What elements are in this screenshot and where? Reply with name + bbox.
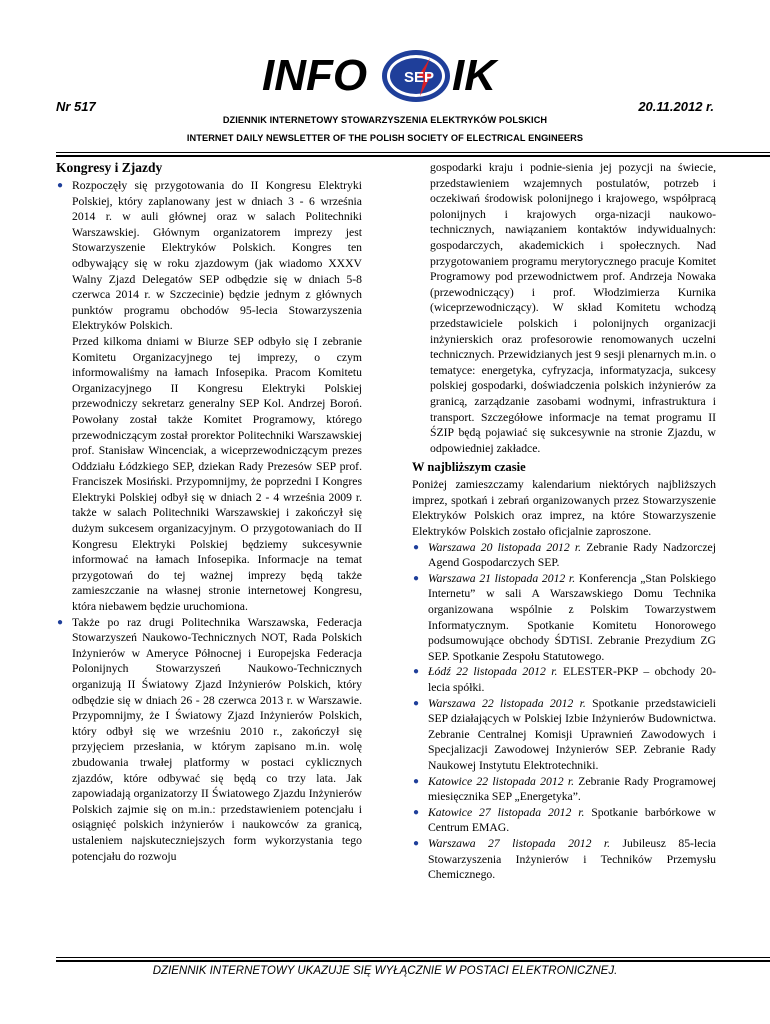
article-paragraph: Przed kilkoma dniami w Biurze SEP odbyło się I zebranie Komitetu Organizacyjnego tej imprezy, o czym informowaliśmy na łamach Infosepika. Pracom Komitetu Organizacyjnego II Kongresu Elektryki Polskiej przewodniczy sekretarz generalny SEP Kol. Andrzej Boroń. Powołany został także Komitet Programowy, którego przewodniczącym został prorektor Politechniki Warszawskiej prof. Stanisław Wincenciak, a wiceprzewodniczącym prezes Oddziału Łódzkiego SEP, dziekan Rady Prezesów SEP prof. Franciszek Mosiński. Przypomnijmy, że poprzedni I Kongres Elektryki Polskiej odbył się w dniach 2 - 4 września 2009 r. także w salach Politechniki Warszawskiej i zakończył się dużym sukcesem organizacyjnym. O przygotowaniach do II Kongresu Elektryki Polskiej będziemy sukcesywnie informować na łamach Infosepika. Informacje na temat przygotowań do tej ważnej imprezy będą także zamieszczanie na własnej stronie internetowej Kongresu, która niebawem będzie uruchomiona.	[72, 334, 362, 614]
bullet-icon: ●	[57, 616, 64, 628]
footer-note: DZIENNIK INTERNETOWY UKAZUJE SIĘ WYŁĄCZNIE W POSTACI ELEKTRONICZNEJ.	[152, 965, 618, 977]
bullet-icon: ●	[413, 775, 420, 787]
event-item	[412, 664, 716, 695]
event-date: Katowice 22 listopada 2012 r.	[428, 774, 574, 788]
right-column	[412, 160, 716, 883]
issue-date: 20.11.2012 r.	[638, 99, 714, 114]
bullet-icon: ●	[413, 697, 420, 709]
event-date: Łódź 22 listopada 2012 r.	[428, 665, 558, 679]
bullet-icon: ●	[413, 666, 420, 678]
article-continuation: gospodarki kraju i podnie-sienia jej pozycji na świecie, przedstawieniem wzajemnych postulatów, potrzeb i oczekiwań środowisk polonijnego i krajowego, współpracą polonijnych i krajowych orga-nizacji naukowo-technicznych, nawiązaniem kontaktów indywidualnych: gospodarczych, akademickich i społecznych. Nad przygotowaniem programu merytorycznego pracuje Komitet Programowy pod przewodnictwem prof. Andrzeja Nowaka (przewodniczący) i prof. Włodzimierza Kurnika (wiceprzewodniczący). W skład Komitetu wchodzą przedstawiciele polskich i polonijnych organizacji inżynierskich oraz profesorowie renomowanych uczelni technicznych. Przewidzianych jest 9 sesji plenarnych m.in. o tematyce: energetyka, cyfryzacja, informatyzacja, sukcesy polskiej gospodarki, doświadczenia polskich inżynierów za granicą, zarządzanie zasobami wodnymi, infrastruktura i transport. Szczegółowe informacje na temat programu II ŚZIP będą pojawiać się sukcesywnie na stronie Zjazdu, w odpowiedniej zakładce.	[430, 161, 716, 455]
event-item	[412, 805, 716, 836]
logo-mark-text: SEP	[404, 69, 435, 86]
bullet-icon: ●	[413, 806, 420, 818]
event-text: Zebranie Rady Programowej miesięcznika SEP „Energetyka”.	[428, 774, 716, 804]
article-paragraph: Także po raz drugi Politechnika Warszawska, Federacja Stowarzyszeń Naukowo-Technicznych NOT, Rada Polskich Inżynierów w Ameryce Północnej i Europejska Federacja Polonijnych Stowarzyszeń Naukowo-Technicznych organizują II Światowy Zjazd Inżynierów Polskich, który odbędzie się w dniach 26 - 28 czerwca 2013 r. w Warszawie. Przypomnijmy, że I Światowy Zjazd Inżynierów Polskich, który odbył się we wrześniu 2010 r., zakończył się przyjęciem przesłania, w którym zapisano m.in. wolę zbudowania trwałej platformy w postaci cyklicznych zjazdów, które odbywać się będą co trzy lata. Jak zapowiadają organizatorzy II Światowego Zjazdu Inżynierów Polskich zajmie się on m.in.: przedstawieniem potencjału i osiągnięć polskich inżynierów i naukowców za granicą, ustaleniem najskuteczniejszych form wykorzystania tego potencjału do rozwoju	[72, 615, 362, 863]
list-item	[56, 615, 362, 865]
event-item	[412, 540, 716, 571]
bullet-icon: ●	[57, 180, 64, 191]
event-text: Spotkanie przedstawicieli SEP działających w Polskiej Izbie Inżynierów Budownictwa. Zebranie Centralnej Komisji Uprawnień Zawodowych i Specjalizacji Zawodowej Inżynierów SEP. Zebranie Rady Naukowej Instytutu Elektrotechniki.	[428, 696, 716, 772]
subtitle-polish: DZIENNIK INTERNETOWY STOWARZYSZENIA ELEKTRYKÓW POLSKICH	[222, 115, 548, 125]
event-date: Katowice 27 listopada 2012 r.	[428, 805, 585, 819]
event-item	[412, 774, 716, 805]
list-item	[56, 178, 362, 615]
event-date: Warszawa 22 listopada 2012 r.	[428, 696, 586, 710]
event-text: Zebranie Rady Nadzorczej Agend Gospodarczych SEP.	[428, 540, 716, 570]
infosepik-logo	[262, 44, 512, 106]
header-divider-thick	[56, 155, 770, 157]
event-text: Jubileusz 85-lecia Stowarzyszenia Inżynierów i Techników Przemysłu Chemicznego.	[428, 836, 716, 882]
logo-text-left: INFO	[262, 51, 368, 100]
calendar-intro: Poniżej zamieszczamy kalendarium niektórych najbliższych imprez, spotkań i zebrań organizowanych przez Stowarzyszenie Elektryków Polskich oraz imprez, na które Stowarzyszenie Elektryków Polskich zostało oficjalnie zaproszone.	[412, 478, 716, 539]
section-heading-upcoming: W najbliższym czasie	[412, 460, 526, 475]
event-date: Warszawa 20 listopada 2012 r.	[428, 540, 582, 554]
footer-divider-thick	[56, 960, 770, 962]
event-item	[412, 571, 716, 665]
bullet-icon: ●	[413, 541, 420, 553]
event-item	[412, 696, 716, 774]
event-date: Warszawa 21 listopada 2012 r.	[428, 571, 576, 585]
event-date: Warszawa 27 listopada 2012 r.	[428, 836, 611, 850]
event-text: Spotkanie barbórkowe w Centrum EMAG.	[428, 805, 716, 835]
event-item	[412, 836, 716, 883]
bullet-icon: ●	[413, 572, 420, 584]
logo-text-right: IK	[452, 51, 496, 100]
sep-emblem-icon	[380, 48, 452, 104]
section-heading-congresses: Kongresy i Zjazdy	[56, 160, 163, 175]
event-text: ELESTER-PKP – obchody 20-lecia spółki.	[428, 665, 716, 694]
article-paragraph: Rozpoczęły się przygotowania do II Kongresu Elektryki Polskiej, który zaplanowany jest w dniach 3 - 6 września 2014 r. w auli głównej oraz w salach Politechniki Warszawskiej. Głównym organizatorem imprezy jest Stowarzyszenie Elektryków Polskich. Kongres ten odbywający się w roku zjazdowym (jak wiadomo XXXV Walny Zjazd Delegatów SEP odbędzie się w dniach 5-8 czerwca 2014 r. w Szczecinie) będzie jednym z głównych punktów programu obchodów 95-lecia Stowarzyszenia Elektryków Polskich.	[72, 179, 362, 333]
issue-number: Nr 517	[56, 99, 96, 114]
subtitle-english: INTERNET DAILY NEWSLETTER OF THE POLISH SOCIETY OF ELECTRICAL ENGINEERS	[186, 133, 584, 143]
footer-divider	[56, 957, 770, 958]
event-text: Konferencja „Stan Polskiego Internetu” w sali A Warszawskiego Domu Technika organizowana wspólnie z Polskim Towarzystwem Informatycznym. Spotkanie Komitetu Honorowego podsumowujące obchody ŚDTiSI. Zebranie Prezydium ZG SEP. Spotkanie Zespołu Statutowego.	[428, 571, 717, 663]
left-column	[56, 160, 362, 864]
bullet-icon: ●	[413, 837, 420, 849]
header-divider	[56, 152, 770, 153]
